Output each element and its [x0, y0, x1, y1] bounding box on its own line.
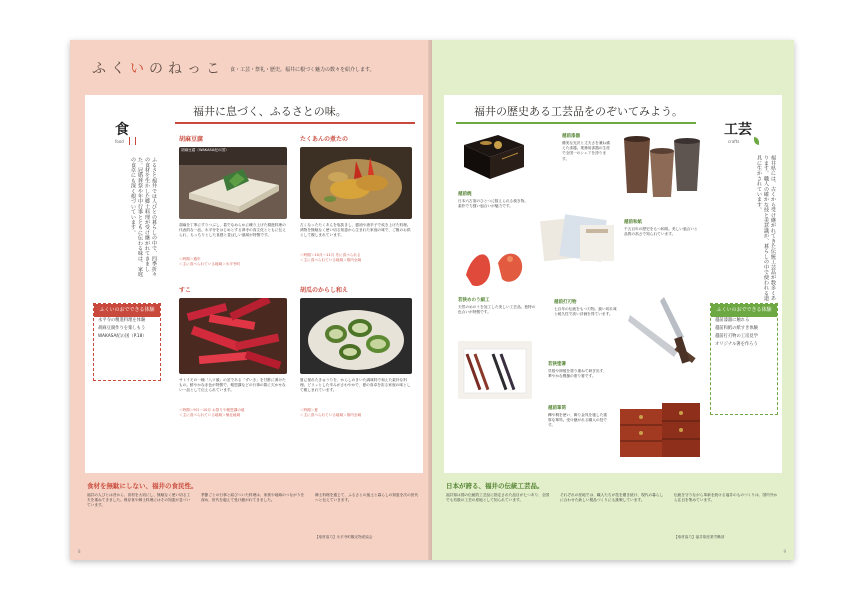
photo-lacquer-box [458, 129, 528, 185]
crafts-heading: 福井の歴史ある工芸品をのぞいてみよう。 [474, 105, 683, 118]
brand-subtitle: 食・工芸・祭礼・歴史。福井に根づく魅力の数々を紹介します。 [230, 67, 375, 73]
photo-kyuri [300, 298, 412, 374]
page-number-left: 8 [78, 549, 81, 554]
food-bottom-title: 食材を無駄にしない、福井の食民性。 [87, 482, 198, 490]
craft-body: 七百年の伝統をもつ刃物。鋭い切れ味と耐久性で高い評価を得ています。 [554, 307, 617, 317]
dish-note: ＜時期＞通年 [179, 257, 201, 261]
food-experience-box [93, 303, 161, 381]
dish-title-gomadofu: 胡麻豆腐 [179, 136, 204, 143]
crafts-intro: 福井県には、古くから受け継がれてきた伝統工芸品が数多くあります。職人の確かな技と美意識が、暮らしの中で使われる道具に生かされています。 [756, 155, 776, 301]
brand-accent: い [130, 61, 149, 77]
photo-gomadofu [179, 147, 287, 219]
crafts-experience-item: 越前打刃物の工房見学 [715, 334, 758, 339]
photo-chopsticks [458, 341, 532, 399]
crafts-bottom-col: 福井県は国の伝統的工芸品に指定された品目が七つあり、全国でも有数の工芸の産地として知られています。 [446, 493, 550, 503]
craft-body: 貝殻や卵殻を塗り重ねて研ぎ出す、華やかな模様の塗り箸です。 [548, 369, 607, 379]
left-page [70, 40, 432, 560]
crafts-bottom-title: 日本が誇る、福井の伝統工芸品。 [446, 482, 544, 490]
food-kanji-en: food [115, 139, 124, 144]
craft-body: 千五百年の歴史をもつ和紙。美しい風合いと品質の高さで知られています。 [624, 227, 698, 237]
food-kanji: 食 [115, 122, 129, 138]
dish-note: ＜時期＞夏 [300, 408, 318, 412]
crafts-bottom-credit: 【取材協力】福井県産業労働部 [674, 535, 725, 539]
food-bottom-credit: 【取材協力】永平寺町観光物産協会 [315, 535, 373, 539]
dish-body-kyuri: 夏に採れたきゅうりを、からしのきいた調味料で和えた素朴な料理。ピリッとした辛みがさわやかで、夏の食卓を彩る家庭の味として親しまれています。 [300, 378, 411, 393]
food-experience-title: ふくいのおでできる体験 [94, 304, 160, 317]
dish-title-suko: すこ [179, 287, 192, 294]
crafts-experience-item: 越前和紙の紙すき体験 [715, 326, 758, 331]
crafts-experience-item: 越前漆器に触れる [715, 318, 750, 323]
craft-body: 天然のめのうを加工した美しい工芸品。独特の色合いが特徴です。 [458, 305, 536, 315]
crafts-bottom-section [444, 481, 782, 551]
dish-note: ＜主に食べられている地域＞県内全域 [300, 258, 362, 262]
photo-takuan [300, 147, 412, 219]
heading-underline [175, 122, 415, 124]
photo-caption: 胡麻豆腐（WAKASA紀の国） [181, 148, 229, 152]
craft-body: 日本六古窯のひとつに数えられる焼き物。素朴で力強い風合いが魅力です。 [458, 199, 528, 209]
photo-echizen-cups [616, 131, 706, 201]
food-card [85, 95, 423, 473]
craft-title: 越前箪笥 [548, 406, 566, 411]
crafts-bottom-col: 伝統を守りながら革新を続ける福井のものづくりは、国内外から注目を集めています。 [674, 493, 778, 503]
food-experience-item: WAKASA紀の国（P.18） [98, 334, 147, 339]
crafts-experience-box [710, 303, 778, 415]
crafts-kanji: 工芸 [724, 122, 752, 138]
craft-body: 欅や桐を使い、飾り金具を施した重厚な箪笥。受け継がれる職人の技です。 [548, 413, 607, 428]
craft-title: 越前和紙 [624, 220, 642, 225]
craft-title: 越前漆器 [562, 134, 580, 139]
photo-washi [536, 209, 620, 269]
crafts-bottom-col: それぞれの産地では、職人たちが技を磨き続け、現代の暮らしに合わせた新しい製品づくりにも挑戦しています。 [560, 493, 664, 503]
dish-note: ＜主に食べられている地域＞永平寺町 [179, 262, 241, 266]
photo-tansu [614, 395, 706, 461]
craft-title: 若狭塗箸 [548, 362, 566, 367]
food-intro: ふるさと福井では人びとの暮らしの中で、四季折々の食材を生かした郷土料理が受け継がれてきました。冠婚葬祭や年中行事とともに伝わる味は、家庭の食卓にも深く根づいています。 [130, 157, 157, 277]
craft-title: 越前焼 [458, 192, 472, 197]
photo-agate [458, 235, 532, 295]
magazine-spread [70, 40, 794, 560]
crafts-experience-title: ふくいのおでできる体験 [711, 304, 777, 317]
craft-title: 越前打刃物 [554, 300, 577, 305]
fork-icon [129, 137, 136, 145]
photo-knives [624, 291, 708, 377]
food-bottom-section [85, 481, 423, 551]
dish-note: ＜時期＞9月〜10月 お祭りや報恩講の頃 [179, 408, 245, 412]
right-page [432, 40, 794, 560]
crafts-card [444, 95, 782, 473]
dish-body-gomadofu: 胡麻を丁寧にすりつぶし、葛でなめらかに練り上げた精進料理の代表的な一品。永平寺をはじめとする禅寺の食文化とともに伝えられ、もっちりとした食感と香ばしい風味が特徴です。 [179, 223, 286, 238]
food-experience-item: 永平寺の精進料理を体験 [98, 318, 146, 323]
brand-title: ふくいのねっこ [92, 61, 225, 77]
dish-note: ＜主に食べられている地域＞県内全域 [300, 413, 362, 417]
photo-suko [179, 298, 287, 374]
dish-note: ＜時期＞10月〜11月 冬に食べられる [300, 253, 361, 257]
dish-title-kyuri: 胡瓜のからし和え [300, 287, 349, 294]
food-heading: 福井に息づく、ふるさとの味。 [193, 105, 347, 118]
dish-note: ＜主に食べられている地域＞嶺北地域 [179, 413, 241, 417]
dish-body-takuan: 古くなったたくあんを塩抜きし、醤油や唐辛子で炊き上げた料理。漬物を無駄なく使い切る知恵から生まれた家庭の味で、ご飯のお供として親しまれています。 [300, 223, 411, 238]
leaf-icon [754, 137, 759, 145]
heading-underline [456, 122, 696, 124]
page-number-right: 9 [783, 549, 786, 554]
food-bottom-col: 福井の人びとは昔から、食材を大切にし、無駄なく使い切る工夫を重ねてきました。保存食や郷土料理にはその知恵が息づいています。 [87, 493, 191, 508]
dish-title-takuan: たくあんの煮たの [300, 136, 349, 143]
crafts-kanji-en: crafts [728, 139, 740, 144]
crafts-experience-item: オリジナル箸を作ろう [715, 342, 758, 347]
food-bottom-col: 郷土料理を通じて、ふるさとの風土と暮らしの知恵を次の世代へと伝えていきます。 [315, 493, 419, 503]
craft-body: 優美な光沢と丈夫さを兼ね備えた漆器。業務用漆器の生産で全国一のシェアを誇ります。 [562, 141, 610, 161]
dish-body-suko: サトイモの一種「八ツ頭」の茎である「ずいき」を甘酢に漬けたもの。鮮やかな赤色が特徴で、報恩講などの行事の際に欠かせない一品として伝えられています。 [179, 378, 286, 393]
food-experience-item: 胡麻豆腐作りを楽しもう [98, 326, 146, 331]
food-bottom-col: 季節ごとの行事と結びついた料理は、家族や地域のつながりを深め、世代を越えて受け継がれてきました。 [201, 493, 305, 503]
craft-title: 若狭めのう細工 [458, 298, 490, 303]
